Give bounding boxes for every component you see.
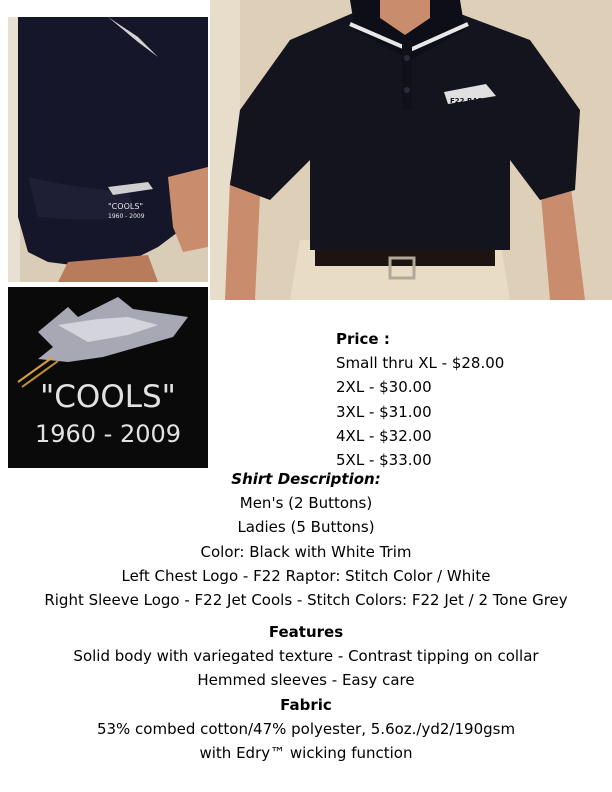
features-heading: Features [268,623,344,641]
description-line: Men's (2 Buttons) [239,494,373,513]
fabric-line: with Edry™ wicking function [199,744,413,763]
price-item: 3XL - $31.00 [336,402,432,421]
logo-closeup-photo [8,287,208,468]
description-line: Left Chest Logo - F22 Raptor: Stitch Color / White [121,566,491,585]
description-heading: Shirt Description: [231,470,381,488]
features-section [0,620,612,765]
price-item: 5XL - $33.00 [336,451,432,470]
price-item: 2XL - $30.00 [336,378,432,397]
chest-logo-text: F22 RAPTOR [450,97,500,105]
shirt-description [0,467,612,612]
features-line: Solid body with variegated texture - Contrast tipping on collar [73,647,539,666]
logo-closeup-line1: "COOLS" [40,379,176,415]
fabric-heading: Fabric [280,695,332,714]
description-line: Right Sleeve Logo - F22 Jet Cools - Stitch Colors: F22 Jet / 2 Tone Grey [44,591,568,610]
features-line: Hemmed sleeves - Easy care [197,671,415,690]
description-line: Ladies (5 Buttons) [237,518,375,537]
fabric-line: 53% combed cotton/47% polyester, 5.6oz./yd2/190gsm [96,719,516,738]
price-item: 4XL - $32.00 [336,426,432,445]
front-photo [210,0,612,300]
logo-closeup-line2: 1960 - 2009 [34,420,182,448]
sleeve-embroidery-line1: "COOLS" [108,202,144,211]
price-item: Small thru XL - $28.00 [336,354,505,373]
price-list [336,327,504,472]
description-line: Color: Black with White Trim [200,542,412,561]
price-label: Price : [336,330,390,348]
sleeve-photo [8,17,208,282]
sleeve-embroidery-line2: 1960 - 2009 [108,213,145,220]
